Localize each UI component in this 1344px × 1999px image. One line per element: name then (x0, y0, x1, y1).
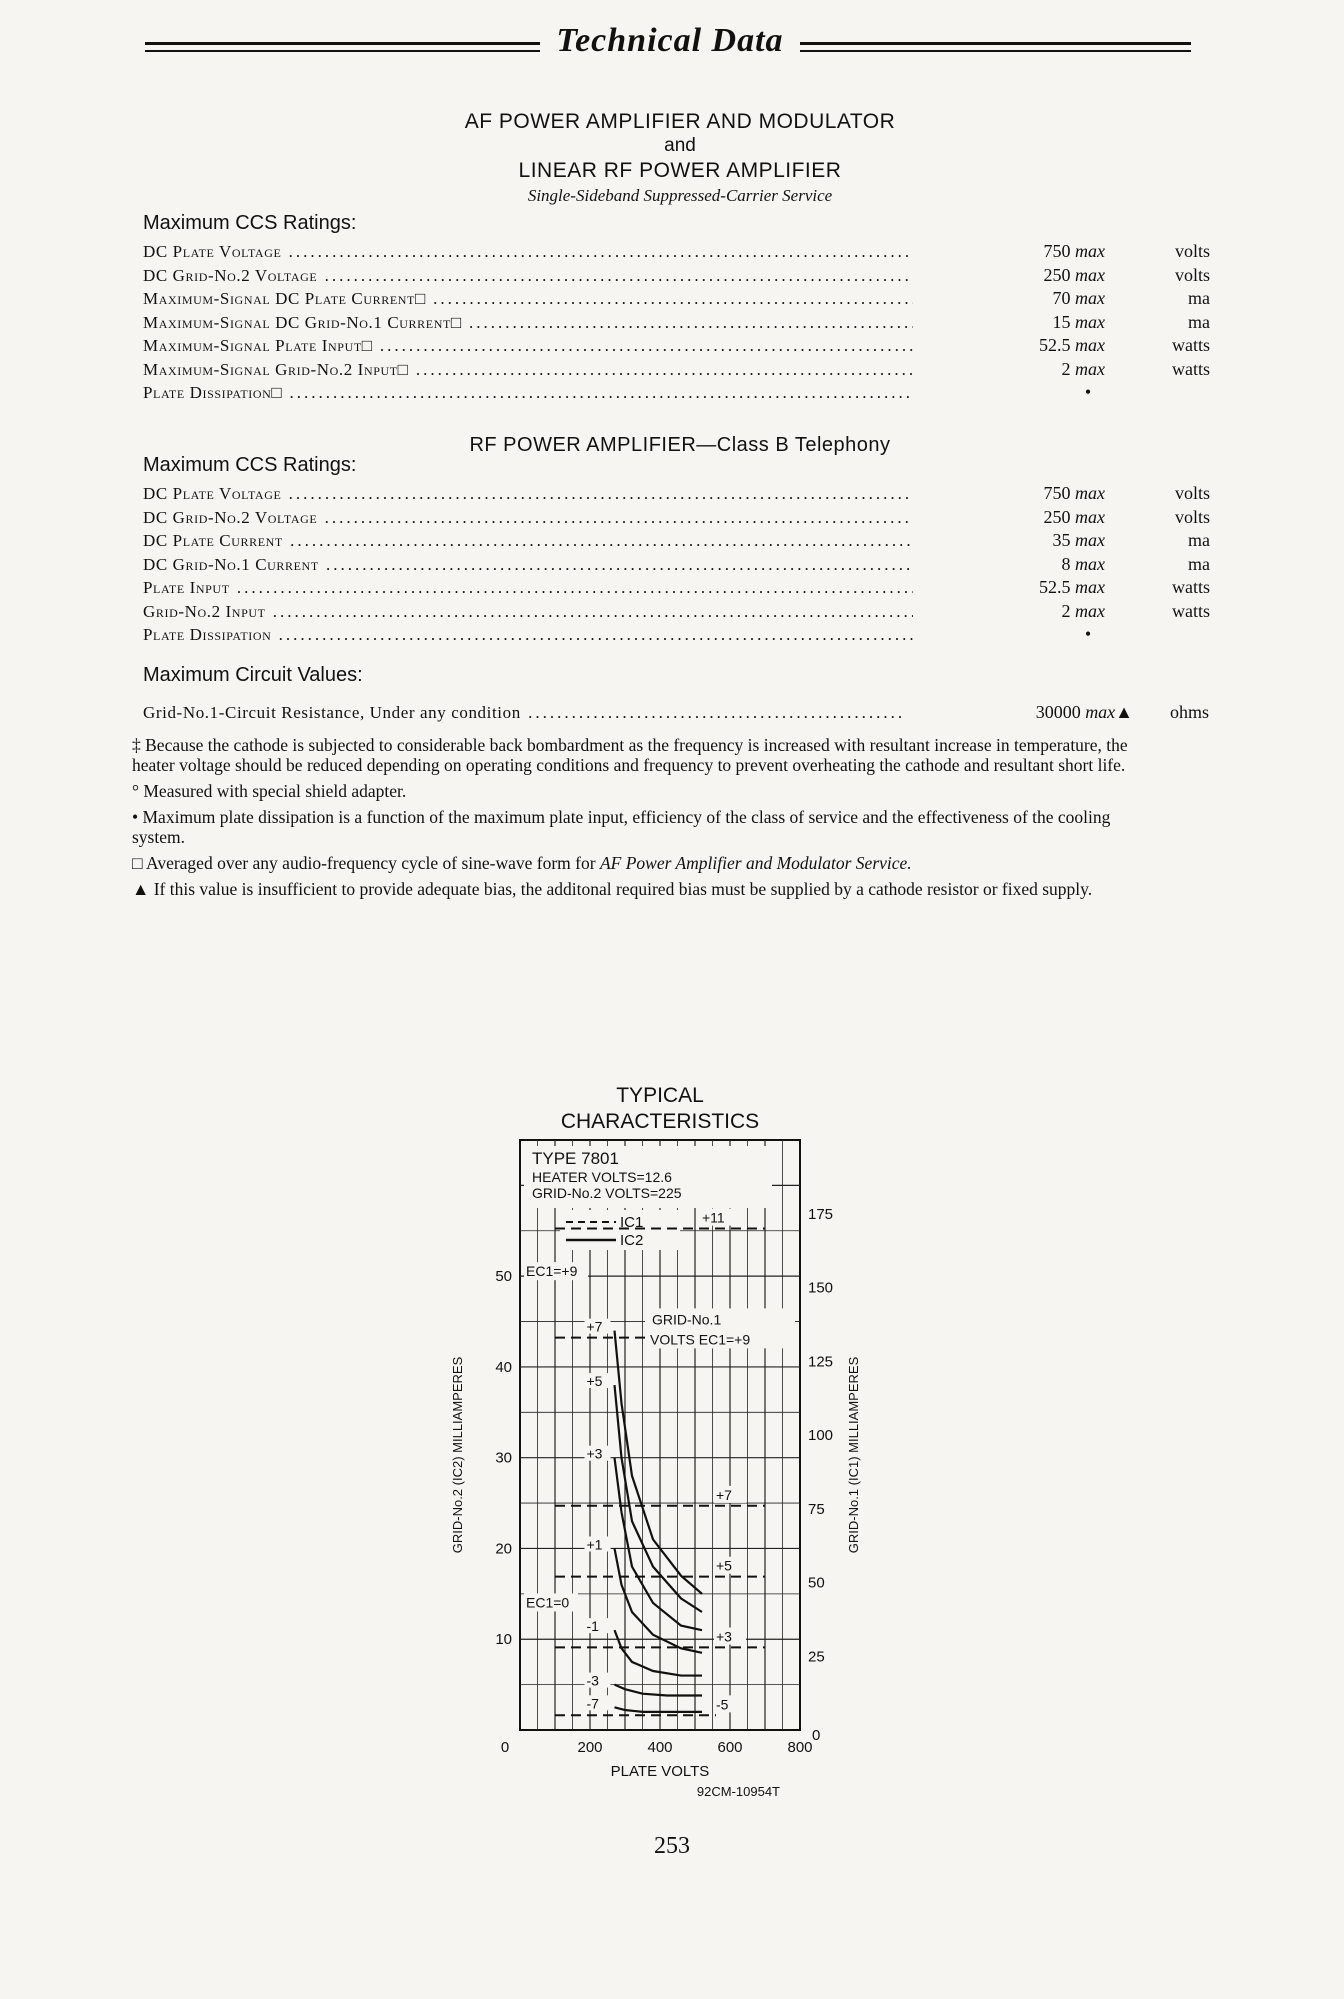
rating-label: DC Grid-No.2 Voltage ..... (143, 506, 913, 530)
x-tick-label: 200 (577, 1739, 603, 1756)
section1-ratings-head: Maximum CCS Ratings: (143, 212, 357, 234)
rating-unit: watts (1172, 335, 1210, 355)
rating-row (143, 311, 1210, 335)
rating-label: Grid-No.2 Input ..... (143, 600, 913, 624)
right-tick-label: 50 (808, 1574, 825, 1592)
ic2-series-line (615, 1548, 703, 1652)
footnote: □ Averaged over any audio-frequency cycle of sine-wave form for AF Power Amplifier and Modulator Service. (132, 853, 912, 873)
ic1-curve-label: +11 (702, 1209, 725, 1226)
ic2-curve-label: +5 (586, 1373, 603, 1390)
left-tick-label: 50 (495, 1268, 512, 1286)
rating-label: Maximum-Signal DC Plate Current□ ..... (143, 287, 913, 311)
section2-title: RF POWER AMPLIFIER—Class B Telephony (469, 434, 891, 456)
chart-type-label: TYPE 7801 (532, 1149, 619, 1168)
rating-label: Maximum-Signal Grid-No.2 Input□ ..... (143, 358, 913, 382)
rating-label: Maximum-Signal Plate Input□ ..... (143, 334, 913, 358)
rating-row (143, 334, 1210, 358)
ic1-curve-label: +7 (716, 1486, 732, 1503)
section3-circuit-table (143, 701, 1209, 725)
chart-heater-label: HEATER VOLTS=12.6 (532, 1169, 672, 1185)
row-value: 30000 max▲ (1035, 702, 1133, 722)
rating-unit: volts (1174, 241, 1210, 261)
rating-row (143, 553, 1210, 577)
rating-row (143, 358, 1210, 382)
ic1-curve-label: +3 (716, 1628, 732, 1645)
y2-origin-label: 0 (812, 1727, 821, 1744)
rating-value: 250 max (1043, 506, 1105, 527)
ic2-series-line (615, 1707, 703, 1712)
rating-row (143, 623, 1183, 647)
ec1-plus9-label: EC1=+9 (526, 1263, 578, 1280)
section3-title: Maximum Circuit Values: (143, 664, 363, 686)
x-axis-title: PLATE VOLTS (610, 1763, 710, 1780)
section1-and: and (664, 135, 696, 156)
rating-unit: watts (1172, 577, 1210, 597)
ic2-series-line (615, 1685, 703, 1696)
rating-row (143, 482, 1210, 506)
ic2-curve-label: +1 (586, 1536, 603, 1553)
rating-label: DC Plate Voltage ..... (143, 482, 913, 506)
rating-unit: volts (1174, 264, 1210, 285)
rating-unit: watts (1172, 358, 1210, 379)
rating-value: • (1084, 382, 1092, 402)
chart-title-1: TYPICAL (616, 1084, 704, 1107)
ic2-curve-label: +3 (586, 1445, 603, 1462)
x-tick-label: 600 (717, 1739, 743, 1756)
rating-value: 15 max (1052, 311, 1105, 332)
rating-value: 2 max (1061, 358, 1105, 379)
ic2-series-line (615, 1331, 703, 1594)
header-rule-right (800, 42, 1191, 52)
left-tick-label: 20 (495, 1540, 512, 1558)
rating-row (143, 287, 1210, 311)
characteristics-chart (440, 1080, 900, 1800)
rating-label: DC Grid-No.1 Current ..... (143, 553, 913, 577)
rating-value: 52.5 max (1039, 577, 1105, 597)
section1-heading (380, 108, 980, 206)
legend-ic2-label: IC2 (620, 1232, 644, 1249)
rating-label: DC Grid-No.2 Voltage ..... (143, 264, 913, 288)
rating-unit: ma (1188, 553, 1210, 574)
left-axis-title: GRID-No.2 (IC2) MILLIAMPERES (450, 1356, 465, 1554)
footnotes (132, 735, 1164, 905)
x-tick-label: 0 (500, 1739, 510, 1756)
rating-unit: watts (1172, 600, 1210, 621)
row-label: Grid-No.1-Circuit Resistance, Under any condition ..... (143, 701, 903, 725)
rating-label: DC Plate Current ..... (143, 529, 913, 553)
page-number: 253 (654, 1833, 690, 1859)
section1-title: AF POWER AMPLIFIER AND MODULATOR (464, 110, 896, 133)
ic1-curve-label: +5 (716, 1557, 732, 1574)
legend-ic1-label: IC1 (620, 1214, 644, 1231)
rating-label: Maximum-Signal DC Grid-No.1 Current□ ..... (143, 311, 913, 335)
right-tick-label: 100 (808, 1427, 834, 1444)
x-tick-label: 400 (647, 1739, 673, 1756)
rating-value: 35 max (1052, 530, 1105, 550)
ec1-zero-label: EC1=0 (526, 1594, 570, 1611)
rating-row (143, 600, 1210, 624)
rating-value: 52.5 max (1039, 335, 1105, 355)
section2-ratings-table (143, 482, 1210, 647)
header-rule-left (145, 42, 540, 52)
left-tick-label: 40 (495, 1358, 512, 1376)
rating-unit: volts (1174, 506, 1210, 527)
rating-value: 750 max (1043, 483, 1105, 503)
ic2-series-line (615, 1385, 703, 1612)
right-tick-label: 150 (808, 1279, 834, 1297)
section1-title2: LINEAR RF POWER AMPLIFIER (518, 159, 842, 182)
rating-unit: volts (1174, 483, 1210, 503)
rating-label: Plate Dissipation□ ..... (143, 381, 913, 405)
rating-unit: ma (1188, 311, 1210, 332)
chart-grid2-label: GRID-No.2 VOLTS=225 (532, 1185, 682, 1201)
rating-value: 70 max (1052, 288, 1105, 308)
right-tick-label: 25 (808, 1648, 825, 1666)
footnote: ‡ Because the cathode is subjected to considerable back bombardment as the frequency is increased with resultant increase in temperature, the heater voltage should be reduced depending on operating conditions and frequency to prevent overheating the cathode and resultant short life. (132, 735, 1128, 775)
ic2-curve-label: -7 (586, 1695, 599, 1712)
section1-ratings-table (143, 240, 1210, 405)
rating-value: • (1084, 624, 1092, 644)
rating-unit: ma (1188, 288, 1210, 308)
grid-note-1: GRID-No.1 (652, 1311, 722, 1328)
ic2-curve-label: -1 (586, 1618, 599, 1635)
footnote: • Maximum plate dissipation is a function of the maximum plate input, efficiency of the class of service and the effectiveness of the cooling system. (132, 807, 1111, 847)
rating-row (143, 506, 1210, 530)
ic1-curve-label: -5 (716, 1696, 729, 1713)
ic2-curve-label: +7 (586, 1318, 603, 1335)
rating-value: 250 max (1043, 264, 1105, 285)
right-axis-title: GRID-No.1 (IC1) MILLIAMPERES (846, 1356, 861, 1554)
left-tick-label: 10 (495, 1631, 512, 1649)
rating-row (143, 576, 1210, 600)
grid-note-2: VOLTS EC1=+9 (650, 1331, 751, 1348)
rating-value: 750 max (1043, 241, 1105, 261)
footnote: ▲ If this value is insufficient to provide adequate bias, the additonal required bias must be supplied by a cathode resistor or fixed supply. (132, 879, 1093, 899)
rating-unit: ma (1188, 530, 1210, 550)
chart-title-2: CHARACTERISTICS (560, 1110, 760, 1133)
x-tick-label: 800 (787, 1739, 813, 1756)
section2-ratings-head: Maximum CCS Ratings: (143, 454, 357, 476)
section1-subtitle: Single-Sideband Suppressed-Carrier Service (527, 186, 833, 205)
rating-row (143, 264, 1210, 288)
rating-row (143, 240, 1210, 264)
page-title: Technical Data (556, 22, 784, 59)
left-tick-label: 30 (495, 1449, 512, 1467)
rating-label: Plate Input ..... (143, 576, 913, 600)
figure-code: 92CM-10954T (696, 1784, 780, 1799)
rating-row (143, 381, 1183, 405)
right-tick-label: 75 (808, 1500, 825, 1518)
right-tick-label: 125 (808, 1353, 834, 1371)
footnote: ° Measured with special shield adapter. (132, 781, 407, 801)
circuit-row (143, 701, 1209, 725)
rating-label: DC Plate Voltage ..... (143, 240, 913, 264)
row-unit: ohms (1169, 702, 1209, 722)
rating-value: 2 max (1061, 600, 1105, 621)
rating-label: Plate Dissipation ..... (143, 623, 913, 647)
rating-row (143, 529, 1210, 553)
right-tick-label: 175 (808, 1205, 834, 1223)
page-header (145, 22, 1191, 72)
ic2-curve-label: -3 (586, 1672, 599, 1689)
rating-value: 8 max (1061, 553, 1105, 574)
